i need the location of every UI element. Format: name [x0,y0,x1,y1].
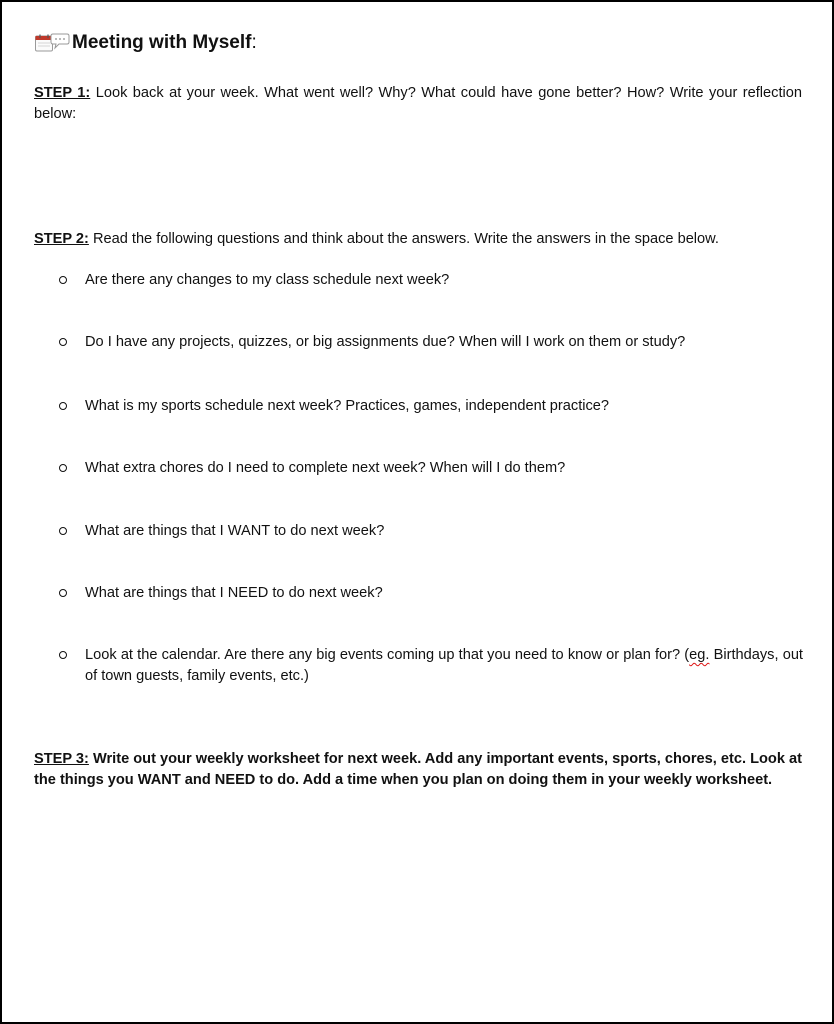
step-1-paragraph [34,83,802,125]
bullet-icon [59,527,67,535]
step-2-paragraph [34,229,802,250]
step-3-text: Write out your weekly worksheet for next week. Add any important events, sports, chores, etc. Look at the things you WANT and NEED to do. Add a time when you plan on doing them in your weekly worksheet. [34,751,802,788]
step-1-text: Look back at your week. What went well? Why? What could have gone better? How? Write your reflection below: [34,85,802,122]
bullet-icon [59,276,67,284]
step-3-label: STEP 3: [34,751,89,767]
question-item: What are things that I NEED to do next week? [85,585,383,601]
bullet-icon [59,651,67,659]
step-2-label: STEP 2: [34,231,89,247]
step-2-text: Read the following questions and think about the answers. Write the answers in the space below. [88,231,719,247]
page-title [34,32,257,54]
bullet-icon [59,338,67,346]
question-item: Are there any changes to my class schedule next week? [85,272,450,288]
question-item: What extra chores do I need to complete next week? When will I do them? [85,460,566,476]
question-text-end: Birthdays, out of town guests, family events, etc.) [85,647,803,684]
question-item: What are things that I WANT to do next week? [85,523,385,539]
speech-bubble-icon [50,32,70,50]
question-item: Do I have any projects, quizzes, or big assignments due? When will I work on them or study? [85,334,686,350]
step-1-label: STEP 1: [34,85,91,101]
title-icons [34,33,70,53]
question-item [85,645,803,687]
step-3-paragraph [34,749,802,791]
question-item: What is my sports schedule next week? Practices, games, independent practice? [85,398,610,414]
spellcheck-flagged-word[interactable]: eg. [689,647,710,663]
question-text-start: Look at the calendar. Are there any big events coming up that you need to know or plan for? ( [85,647,690,663]
title-colon: : [251,32,257,53]
bullet-icon [59,464,67,472]
bullet-icon [59,589,67,597]
title-text: Meeting with Myself [72,32,252,53]
bullet-icon [59,402,67,410]
